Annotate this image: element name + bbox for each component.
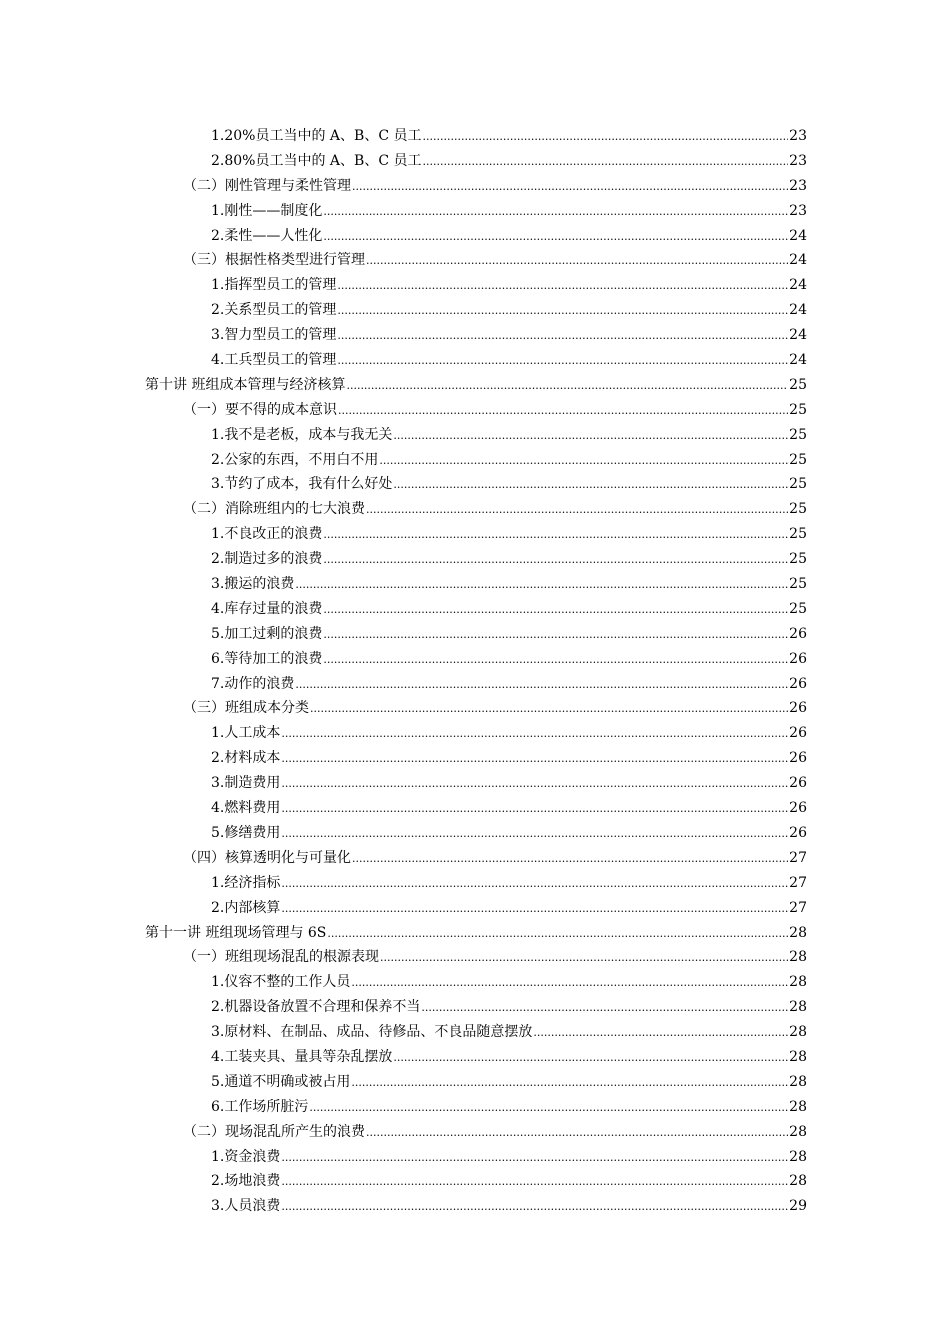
toc-dot-leader bbox=[281, 822, 788, 847]
toc-entry-title: 5.修缮费用 bbox=[211, 824, 281, 841]
toc-entry-title: 1.人工成本 bbox=[211, 725, 281, 742]
toc-entry[interactable] bbox=[145, 896, 807, 921]
toc-entry-page-number: 24 bbox=[789, 327, 807, 344]
toc-dot-leader bbox=[323, 623, 788, 648]
toc-dot-leader bbox=[366, 1121, 788, 1146]
toc-entry-page-number: 25 bbox=[789, 501, 807, 518]
toc-entry-page-number: 23 bbox=[789, 152, 807, 169]
toc-dot-leader bbox=[295, 573, 788, 598]
toc-entry-page-number: 26 bbox=[789, 775, 807, 792]
toc-dot-leader bbox=[352, 175, 788, 200]
toc-dot-leader bbox=[421, 996, 788, 1021]
toc-dot-leader bbox=[393, 424, 788, 449]
toc-entry[interactable] bbox=[145, 373, 807, 398]
toc-entry-page-number: 28 bbox=[789, 999, 807, 1016]
toc-dot-leader bbox=[337, 324, 788, 349]
toc-entry-title: 3.原材料、在制品、成品、待修品、不良品随意摆放 bbox=[211, 1024, 533, 1041]
toc-dot-leader bbox=[281, 1170, 788, 1195]
toc-entry-title: 2.公家的东西，不用白不用 bbox=[211, 451, 379, 468]
toc-entry-page-number: 26 bbox=[789, 700, 807, 717]
toc-entry[interactable] bbox=[145, 298, 807, 323]
toc-entry-title: 5.通道不明确或被占用 bbox=[211, 1073, 351, 1090]
toc-dot-leader bbox=[281, 1195, 788, 1220]
toc-entry-page-number: 28 bbox=[789, 1148, 807, 1165]
toc-entry[interactable] bbox=[145, 622, 807, 647]
toc-entry-page-number: 28 bbox=[789, 1024, 807, 1041]
toc-entry-page-number: 24 bbox=[789, 352, 807, 369]
toc-dot-leader bbox=[351, 971, 788, 996]
toc-entry-page-number: 25 bbox=[789, 376, 807, 393]
toc-entry-title: 4.工兵型员工的管理 bbox=[211, 352, 337, 369]
toc-dot-leader bbox=[323, 548, 788, 573]
toc-entry[interactable] bbox=[145, 647, 807, 672]
toc-entry-title: 1.资金浪费 bbox=[211, 1148, 281, 1165]
toc-entry[interactable] bbox=[145, 149, 807, 174]
toc-entry-title: 2.80%员工当中的 A、B、C 员工 bbox=[211, 152, 422, 169]
toc-entry-page-number: 23 bbox=[789, 128, 807, 144]
toc-entry-page-number: 23 bbox=[789, 177, 807, 194]
toc-entry-title: 3.智力型员工的管理 bbox=[211, 327, 337, 344]
toc-entry-title: 2.柔性——人性化 bbox=[211, 227, 323, 244]
toc-dot-leader bbox=[366, 498, 788, 523]
toc-entry[interactable] bbox=[145, 846, 807, 871]
toc-entry[interactable] bbox=[145, 945, 807, 970]
toc-entry-page-number: 28 bbox=[789, 1123, 807, 1140]
toc-entry-title: 4.燃料费用 bbox=[211, 800, 281, 817]
toc-entry-page-number: 23 bbox=[789, 202, 807, 219]
toc-dot-leader bbox=[281, 1146, 788, 1171]
toc-entry[interactable] bbox=[145, 323, 807, 348]
toc-entry-title: 6.等待加工的浪费 bbox=[211, 650, 323, 667]
toc-entry-page-number: 26 bbox=[789, 625, 807, 642]
toc-dot-leader bbox=[533, 1021, 788, 1046]
toc-entry[interactable] bbox=[145, 771, 807, 796]
toc-entry-page-number: 28 bbox=[789, 1173, 807, 1190]
toc-entry-page-number: 28 bbox=[789, 1048, 807, 1065]
toc-entry-title: 5.加工过剩的浪费 bbox=[211, 625, 323, 642]
toc-entry-title: 1.经济指标 bbox=[211, 874, 281, 891]
toc-dot-leader bbox=[281, 722, 788, 747]
toc-entry[interactable] bbox=[145, 871, 807, 896]
toc-entry-title: （四）核算透明化与可量化 bbox=[183, 849, 351, 866]
toc-dot-leader bbox=[379, 449, 788, 474]
toc-entry-title: 2.机器设备放置不合理和保养不当 bbox=[211, 999, 421, 1016]
toc-entry-title: 1.仪容不整的工作人员 bbox=[211, 974, 351, 991]
toc-entry[interactable] bbox=[145, 1070, 807, 1095]
toc-entry-page-number: 24 bbox=[789, 252, 807, 269]
toc-dot-leader bbox=[346, 374, 788, 399]
toc-entry-page-number: 25 bbox=[789, 551, 807, 568]
toc-entry[interactable] bbox=[145, 1045, 807, 1070]
toc-entry-page-number: 25 bbox=[789, 426, 807, 443]
toc-entry-page-number: 28 bbox=[789, 1098, 807, 1115]
toc-entry-title: （一）班组现场混乱的根源表现 bbox=[183, 949, 379, 966]
toc-entry[interactable] bbox=[145, 970, 807, 995]
toc-entry-page-number: 27 bbox=[789, 874, 807, 891]
toc-entry-page-number: 26 bbox=[789, 824, 807, 841]
toc-entry-title: 2.场地浪费 bbox=[211, 1173, 281, 1190]
toc-entry[interactable] bbox=[145, 124, 807, 149]
toc-entry-title: 2.关系型员工的管理 bbox=[211, 302, 337, 319]
toc-dot-leader bbox=[309, 1096, 788, 1121]
toc-dot-leader bbox=[323, 598, 788, 623]
toc-entry[interactable] bbox=[145, 348, 807, 373]
toc-dot-leader bbox=[323, 225, 788, 250]
toc-entry[interactable] bbox=[145, 522, 807, 547]
toc-entry-page-number: 25 bbox=[789, 526, 807, 543]
toc-entry-page-number: 28 bbox=[789, 1073, 807, 1090]
toc-entry[interactable] bbox=[145, 821, 807, 846]
toc-entry[interactable] bbox=[145, 1020, 807, 1045]
toc-entry[interactable] bbox=[145, 597, 807, 622]
toc-entry-page-number: 28 bbox=[789, 924, 807, 941]
toc-dot-leader bbox=[366, 249, 788, 274]
toc-dot-leader bbox=[423, 125, 789, 150]
toc-entry-page-number: 26 bbox=[789, 725, 807, 742]
toc-entry-title: 1.20%员工当中的 A、B、C 员工 bbox=[211, 128, 422, 144]
toc-dot-leader bbox=[281, 897, 788, 922]
toc-entry-page-number: 26 bbox=[789, 675, 807, 692]
toc-entry-title: 3.制造费用 bbox=[211, 775, 281, 792]
toc-entry[interactable] bbox=[145, 721, 807, 746]
toc-entry-page-number: 26 bbox=[789, 800, 807, 817]
toc-entry-title: 2.材料成本 bbox=[211, 750, 281, 767]
toc-dot-leader bbox=[323, 648, 788, 673]
toc-entry-page-number: 27 bbox=[789, 899, 807, 916]
toc-entry-title: 1.我不是老板，成本与我无关 bbox=[211, 426, 393, 443]
toc-entry-title: 1.刚性——制度化 bbox=[211, 202, 323, 219]
toc-entry[interactable] bbox=[145, 199, 807, 224]
toc-dot-leader bbox=[337, 299, 788, 324]
toc-entry-title: （三）班组成本分类 bbox=[183, 700, 309, 717]
toc-entry-title: 6.工作场所脏污 bbox=[211, 1098, 309, 1115]
toc-dot-leader bbox=[351, 1071, 788, 1096]
toc-entry[interactable] bbox=[145, 1095, 807, 1120]
toc-entry-page-number: 24 bbox=[789, 227, 807, 244]
toc-entry-page-number: 25 bbox=[789, 576, 807, 593]
toc-entry[interactable] bbox=[145, 1120, 807, 1145]
toc-entry[interactable] bbox=[145, 423, 807, 448]
toc-entry[interactable] bbox=[145, 472, 807, 497]
toc-dot-leader bbox=[380, 946, 788, 971]
toc-entry[interactable] bbox=[145, 547, 807, 572]
toc-entry-page-number: 24 bbox=[789, 277, 807, 294]
toc-entry[interactable] bbox=[145, 448, 807, 473]
toc-entry-title: 4.库存过量的浪费 bbox=[211, 600, 323, 617]
toc-entry[interactable] bbox=[145, 224, 807, 249]
toc-entry-page-number: 26 bbox=[789, 750, 807, 767]
toc-dot-leader bbox=[337, 349, 788, 374]
toc-entry[interactable] bbox=[145, 796, 807, 821]
toc-entry-title: 3.人员浪费 bbox=[211, 1198, 281, 1215]
toc-dot-leader bbox=[323, 523, 788, 548]
toc-entry-page-number: 28 bbox=[789, 974, 807, 991]
toc-entry[interactable] bbox=[145, 248, 807, 273]
toc-entry-page-number: 27 bbox=[789, 849, 807, 866]
toc-dot-leader bbox=[352, 847, 788, 872]
toc-entry[interactable] bbox=[145, 273, 807, 298]
toc-dot-leader bbox=[393, 1046, 788, 1071]
toc-entry-page-number: 29 bbox=[789, 1198, 807, 1215]
toc-dot-leader bbox=[281, 872, 788, 897]
toc-entry-page-number: 25 bbox=[789, 476, 807, 493]
toc-entry-page-number: 25 bbox=[789, 451, 807, 468]
toc-entry-page-number: 26 bbox=[789, 650, 807, 667]
toc-entry-page-number: 24 bbox=[789, 302, 807, 319]
table-of-contents bbox=[145, 124, 807, 1219]
toc-entry-page-number: 25 bbox=[789, 401, 807, 418]
toc-entry-page-number: 28 bbox=[789, 949, 807, 966]
toc-dot-leader bbox=[423, 150, 789, 175]
toc-dot-leader bbox=[393, 473, 788, 498]
toc-entry[interactable] bbox=[145, 497, 807, 522]
toc-entry[interactable] bbox=[145, 672, 807, 697]
toc-dot-leader bbox=[281, 797, 788, 822]
toc-entry-title: 7.动作的浪费 bbox=[211, 675, 295, 692]
toc-entry[interactable] bbox=[145, 921, 807, 946]
toc-entry[interactable] bbox=[145, 1169, 807, 1194]
toc-entry-title: （一）要不得的成本意识 bbox=[183, 401, 337, 418]
toc-entry-title: 1.不良改正的浪费 bbox=[211, 526, 323, 543]
toc-entry-title: 2.内部核算 bbox=[211, 899, 281, 916]
toc-entry-title: （二）消除班组内的七大浪费 bbox=[183, 501, 365, 518]
toc-dot-leader bbox=[327, 922, 788, 947]
toc-entry-title: 2.制造过多的浪费 bbox=[211, 551, 323, 568]
toc-entry[interactable] bbox=[145, 398, 807, 423]
toc-entry[interactable] bbox=[145, 995, 807, 1020]
toc-entry-title: 1.指挥型员工的管理 bbox=[211, 277, 337, 294]
toc-entry[interactable] bbox=[145, 696, 807, 721]
toc-entry-title: （二）现场混乱所产生的浪费 bbox=[183, 1123, 365, 1140]
toc-dot-leader bbox=[281, 747, 788, 772]
toc-entry[interactable] bbox=[145, 572, 807, 597]
toc-dot-leader bbox=[310, 697, 788, 722]
toc-dot-leader bbox=[337, 274, 788, 299]
toc-dot-leader bbox=[323, 200, 788, 225]
toc-entry[interactable] bbox=[145, 1194, 807, 1219]
toc-dot-leader bbox=[338, 399, 788, 424]
toc-entry-title: 4.工装夹具、量具等杂乱摆放 bbox=[211, 1048, 393, 1065]
toc-entry-title: 3.节约了成本，我有什么好处 bbox=[211, 476, 393, 493]
toc-entry[interactable] bbox=[145, 174, 807, 199]
toc-dot-leader bbox=[281, 772, 788, 797]
toc-dot-leader bbox=[295, 673, 788, 698]
toc-entry-title: 第十一讲 班组现场管理与 6S bbox=[145, 924, 327, 941]
toc-entry[interactable] bbox=[145, 746, 807, 771]
toc-entry-page-number: 25 bbox=[789, 600, 807, 617]
toc-entry-title: 第十讲 班组成本管理与经济核算 bbox=[145, 376, 346, 393]
toc-entry-title: （二）刚性管理与柔性管理 bbox=[183, 177, 351, 194]
toc-entry-title: 3.搬运的浪费 bbox=[211, 576, 295, 593]
toc-entry-title: （三）根据性格类型进行管理 bbox=[183, 252, 365, 269]
toc-entry[interactable] bbox=[145, 1145, 807, 1170]
